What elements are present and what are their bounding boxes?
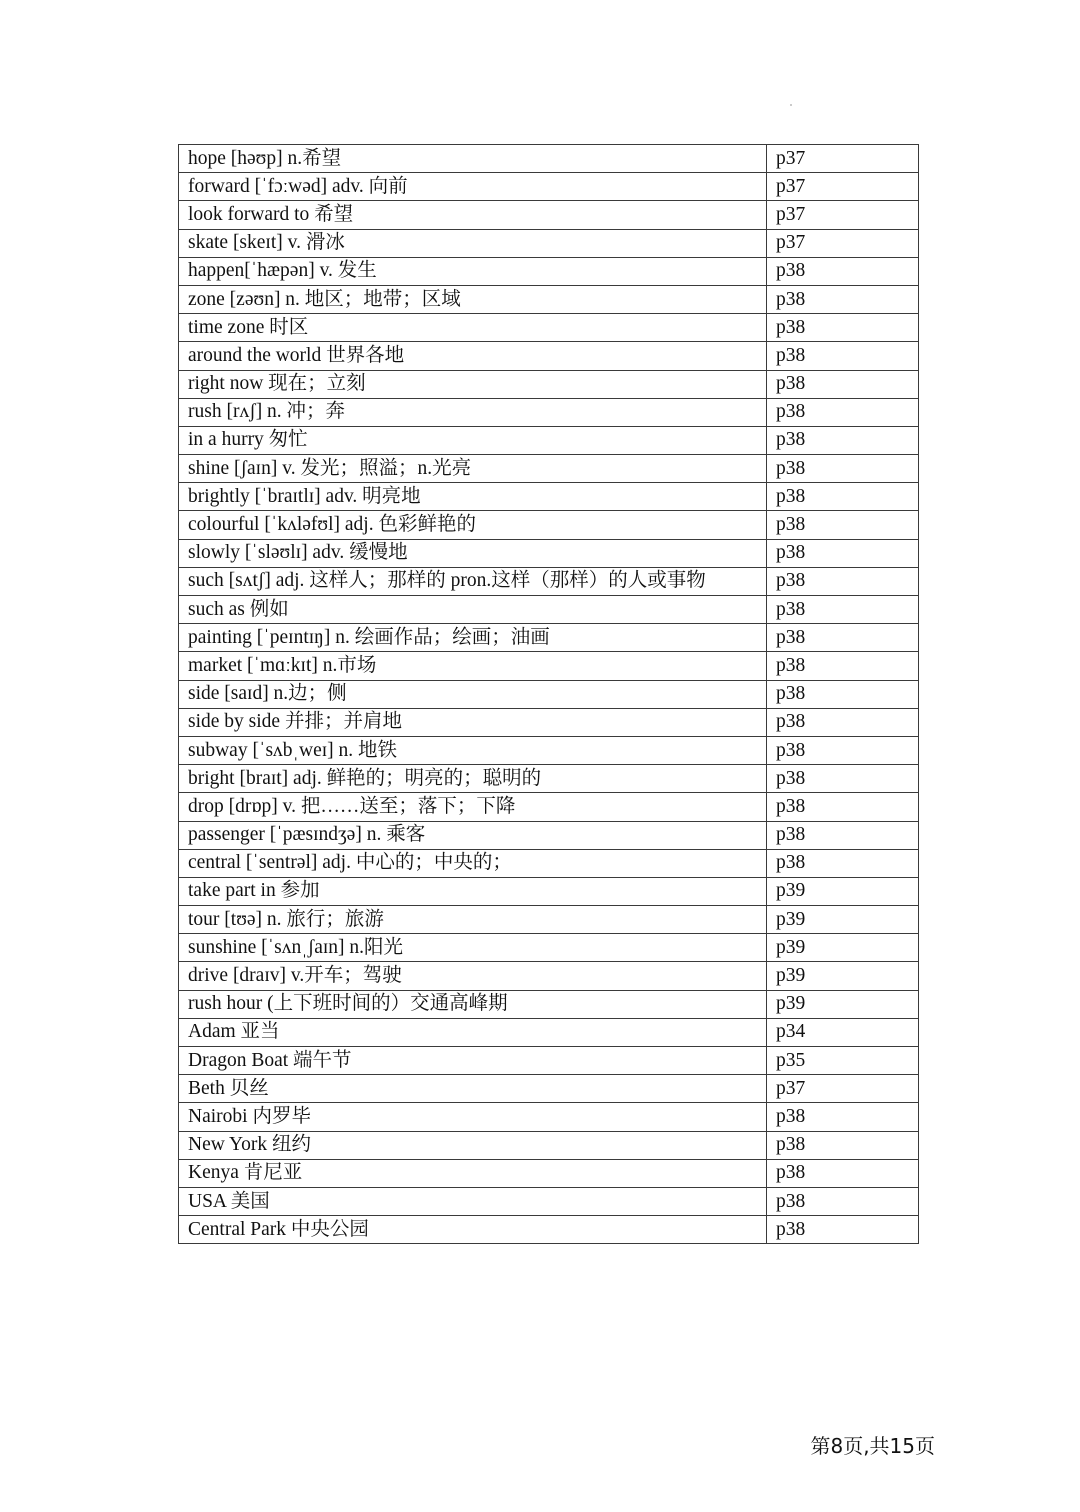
- vocab-page-cell: p38: [767, 1216, 919, 1244]
- table-row: [179, 342, 919, 370]
- vocab-page-cell: p38: [767, 652, 919, 680]
- table-row: [179, 426, 919, 454]
- vocab-page-cell: p38: [767, 314, 919, 342]
- table-row: [179, 624, 919, 652]
- table-row: [179, 877, 919, 905]
- page-indicator: 第8页,共15页: [810, 1434, 935, 1458]
- vocab-word-cell: hope [həʊp] n.希望: [179, 145, 767, 173]
- vocab-word-cell: take part in 参加: [179, 877, 767, 905]
- vocab-word-cell: central [ˈsentrəl] adj. 中心的；中央的；: [179, 849, 767, 877]
- vocabulary-table: [178, 144, 919, 1244]
- vocab-page-cell: p38: [767, 596, 919, 624]
- table-row: [179, 821, 919, 849]
- vocab-word-cell: Beth 贝丝: [179, 1075, 767, 1103]
- vocab-word-cell: Adam 亚当: [179, 1018, 767, 1046]
- table-row: [179, 906, 919, 934]
- vocab-word-cell: such as 例如: [179, 596, 767, 624]
- vocab-word-cell: in a hurry 匆忙: [179, 426, 767, 454]
- vocab-page-cell: p39: [767, 877, 919, 905]
- vocab-word-cell: bright [braɪt] adj. 鲜艳的；明亮的；聪明的: [179, 765, 767, 793]
- vocab-word-cell: Kenya 肯尼亚: [179, 1159, 767, 1187]
- table-row: [179, 765, 919, 793]
- table-row: [179, 1047, 919, 1075]
- vocab-word-cell: passenger [ˈpæsɪndʒə] n. 乘客: [179, 821, 767, 849]
- vocab-page-cell: p38: [767, 736, 919, 764]
- vocab-word-cell: brightly [ˈbraɪtlɪ] adv. 明亮地: [179, 483, 767, 511]
- vocab-page-cell: p38: [767, 257, 919, 285]
- vocab-word-cell: zone [zəʊn] n. 地区；地带；区域: [179, 285, 767, 313]
- vocab-page-cell: p35: [767, 1047, 919, 1075]
- table-row: [179, 1103, 919, 1131]
- vocab-word-cell: happen[ˈhæpən] v. 发生: [179, 257, 767, 285]
- table-row: [179, 596, 919, 624]
- table-row: [179, 455, 919, 483]
- vocab-word-cell: tour [tʊə] n. 旅行；旅游: [179, 906, 767, 934]
- table-row: [179, 539, 919, 567]
- table-row: [179, 257, 919, 285]
- table-row: [179, 1159, 919, 1187]
- table-row: [179, 652, 919, 680]
- table-row: [179, 793, 919, 821]
- vocab-word-cell: shine [ʃaɪn] v. 发光；照溢；n.光亮: [179, 455, 767, 483]
- vocab-page-cell: p37: [767, 173, 919, 201]
- table-row: [179, 736, 919, 764]
- table-row: [179, 229, 919, 257]
- vocab-word-cell: side by side 并排；并肩地: [179, 708, 767, 736]
- table-row: [179, 145, 919, 173]
- vocab-word-cell: New York 纽约: [179, 1131, 767, 1159]
- vocab-page-cell: p37: [767, 229, 919, 257]
- table-row: [179, 1216, 919, 1244]
- vocab-word-cell: painting [ˈpeɪntɪŋ] n. 绘画作品；绘画；油画: [179, 624, 767, 652]
- vocab-page-cell: p38: [767, 765, 919, 793]
- table-row: [179, 173, 919, 201]
- vocab-page-cell: p37: [767, 1075, 919, 1103]
- vocab-page-cell: p38: [767, 680, 919, 708]
- vocab-word-cell: subway [ˈsʌbˌweɪ] n. 地铁: [179, 736, 767, 764]
- vocab-word-cell: look forward to 希望: [179, 201, 767, 229]
- table-row: [179, 285, 919, 313]
- vocab-word-cell: rush hour (上下班时间的）交通高峰期: [179, 990, 767, 1018]
- scan-speck: [790, 104, 792, 106]
- vocab-word-cell: drop [drɒp] v. 把……送至；落下；下降: [179, 793, 767, 821]
- vocab-word-cell: side [saɪd] n.边；侧: [179, 680, 767, 708]
- vocab-page-cell: p38: [767, 1131, 919, 1159]
- vocab-page-cell: p38: [767, 793, 919, 821]
- vocab-word-cell: forward [ˈfɔːwəd] adv. 向前: [179, 173, 767, 201]
- vocab-page-cell: p38: [767, 342, 919, 370]
- vocab-page-cell: p39: [767, 906, 919, 934]
- vocab-page-cell: p38: [767, 1159, 919, 1187]
- vocab-page-cell: p37: [767, 201, 919, 229]
- vocab-page-cell: p38: [767, 821, 919, 849]
- vocab-word-cell: such [sʌtʃ] adj. 这样人；那样的 pron.这样（那样）的人或事物: [179, 567, 767, 595]
- vocab-word-cell: colourful [ˈkʌləfʊl] adj. 色彩鲜艳的: [179, 511, 767, 539]
- table-row: [179, 370, 919, 398]
- table-row: [179, 201, 919, 229]
- vocab-word-cell: Central Park 中央公园: [179, 1216, 767, 1244]
- table-row: [179, 511, 919, 539]
- vocab-word-cell: USA 美国: [179, 1187, 767, 1215]
- vocabulary-table-body: [179, 145, 919, 1244]
- table-row: [179, 934, 919, 962]
- table-row: [179, 962, 919, 990]
- table-row: [179, 567, 919, 595]
- vocab-page-cell: p37: [767, 145, 919, 173]
- table-row: [179, 849, 919, 877]
- table-row: [179, 398, 919, 426]
- table-row: [179, 1187, 919, 1215]
- vocab-page-cell: p39: [767, 934, 919, 962]
- vocab-word-cell: right now 现在；立刻: [179, 370, 767, 398]
- vocab-word-cell: time zone 时区: [179, 314, 767, 342]
- vocab-word-cell: around the world 世界各地: [179, 342, 767, 370]
- vocab-page-cell: p38: [767, 426, 919, 454]
- vocab-page-cell: p38: [767, 398, 919, 426]
- vocab-word-cell: drive [draɪv] v.开车；驾驶: [179, 962, 767, 990]
- vocab-word-cell: sunshine [ˈsʌnˌʃaɪn] n.阳光: [179, 934, 767, 962]
- vocab-page-cell: p38: [767, 285, 919, 313]
- vocab-word-cell: Nairobi 内罗毕: [179, 1103, 767, 1131]
- table-row: [179, 483, 919, 511]
- vocab-page-cell: p38: [767, 483, 919, 511]
- vocab-page-cell: p38: [767, 567, 919, 595]
- vocab-page-cell: p38: [767, 455, 919, 483]
- vocab-page-cell: p38: [767, 708, 919, 736]
- vocab-page-cell: p38: [767, 1187, 919, 1215]
- table-row: [179, 1018, 919, 1046]
- vocab-word-cell: rush [rʌʃ] n. 冲；奔: [179, 398, 767, 426]
- vocab-page-cell: p38: [767, 1103, 919, 1131]
- vocab-word-cell: skate [skeɪt] v. 滑冰: [179, 229, 767, 257]
- vocab-page-cell: p38: [767, 849, 919, 877]
- vocab-page-cell: p39: [767, 962, 919, 990]
- vocab-page-cell: p38: [767, 511, 919, 539]
- table-row: [179, 990, 919, 1018]
- vocab-word-cell: market [ˈmɑːkɪt] n.市场: [179, 652, 767, 680]
- table-row: [179, 314, 919, 342]
- vocab-page-cell: p38: [767, 370, 919, 398]
- table-row: [179, 1131, 919, 1159]
- vocab-page-cell: p38: [767, 624, 919, 652]
- vocab-word-cell: Dragon Boat 端午节: [179, 1047, 767, 1075]
- table-row: [179, 680, 919, 708]
- vocab-page-cell: p34: [767, 1018, 919, 1046]
- vocab-word-cell: slowly [ˈsləʊlɪ] adv. 缓慢地: [179, 539, 767, 567]
- vocab-page-cell: p39: [767, 990, 919, 1018]
- vocab-page-cell: p38: [767, 539, 919, 567]
- table-row: [179, 708, 919, 736]
- table-row: [179, 1075, 919, 1103]
